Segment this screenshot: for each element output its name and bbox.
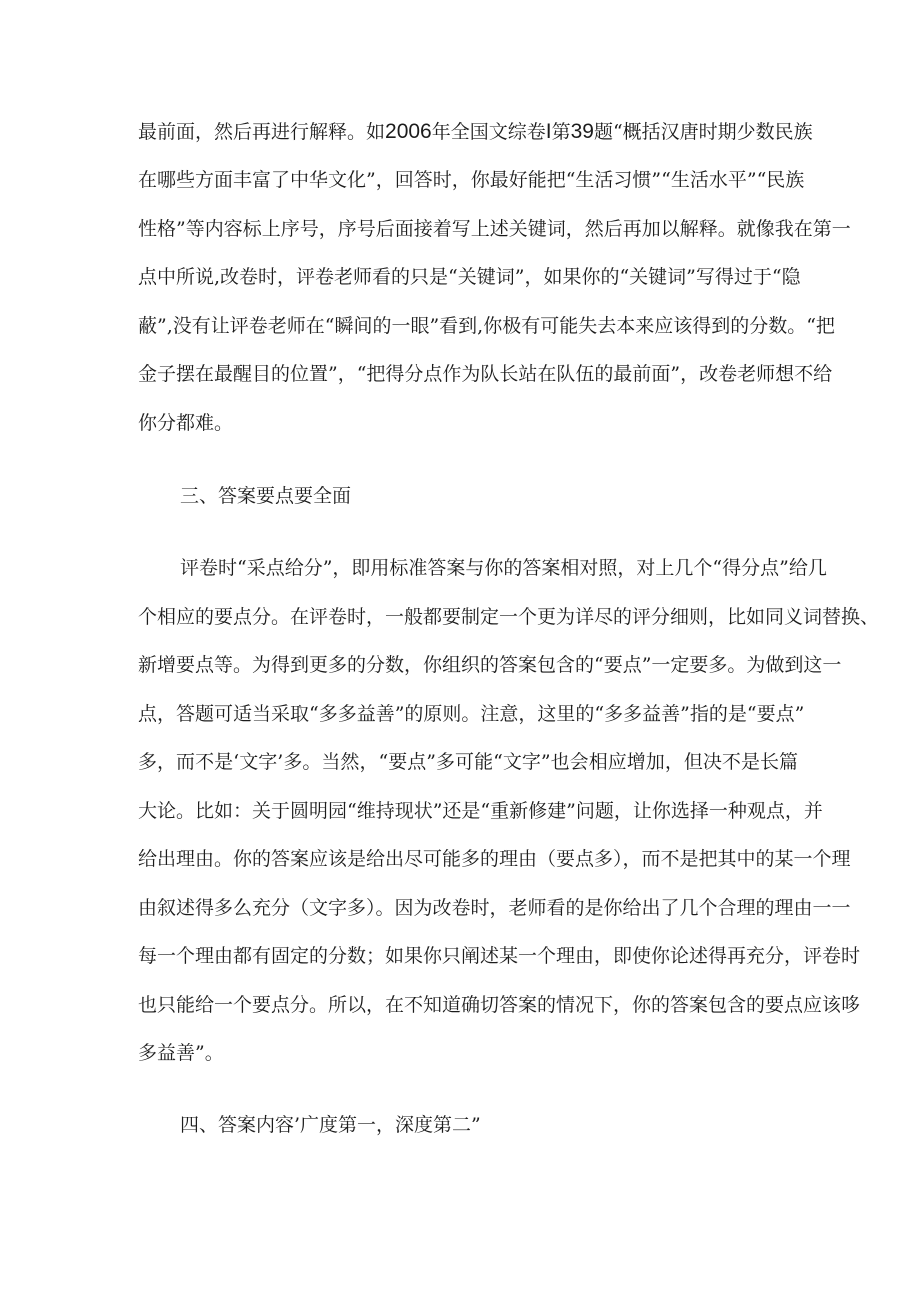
paragraph-2-line-8: 由叙述得多么充分（文字多）。因为改卷时，老师看的是你给出了几个合理的理由一一	[138, 897, 851, 919]
paragraph-2-line-7: 给出理由。你的答案应该是给出尽可能多的理由（要点多），而不是把其中的某一个理	[138, 848, 851, 870]
paragraph-2-line-1: 评卷时“采点给分”，即用标准答案与你的答案相对照，对上几个“得分点”给几	[180, 557, 827, 579]
paragraph-1-line-6: 金子摆在最醒目的位置”，“把得分点作为队长站在队伍的最前面”，改卷老师想不给	[138, 363, 833, 385]
paragraph-2-line-5: 多，而不是‘文字’多。当然，“要点”多可能“文字”也会相应增加，但决不是长篇	[138, 751, 798, 773]
paragraph-2-line-4: 点，答题可适当采取“多多益善”的原则。注意，这里的“多多益善”指的是“要点”	[138, 703, 805, 725]
paragraph-1-line-4: 点中所说,改卷时，评卷老师看的只是“关键词”，如果你的“关键词”写得过于“隐	[138, 266, 801, 288]
paragraph-2-line-9: 每一个理由都有固定的分数；如果你只阐述某一个理由，即使你论述得再充分，评卷时	[138, 945, 861, 967]
paragraph-2-line-11: 多益善”。	[138, 1042, 224, 1064]
paragraph-1-line-3: 性格”等内容标上序号，序号后面接着写上述关键词，然后再加以解释。就像我在第一	[138, 218, 851, 240]
paragraph-1-line-5: 蔽”,没有让评卷老师在“瞬间的一眼”看到,你极有可能失去本来应该得到的分数。“把	[138, 315, 835, 337]
section-heading-4: 四、答案内容’广度第一，深度第二”	[180, 1114, 481, 1136]
section-heading-3: 三、答案要点要全面	[180, 485, 352, 507]
paragraph-2-line-6: 大论。比如：关于圆明园“维持现状”还是“重新修建”问题，让你选择一种观点，并	[138, 800, 823, 822]
paragraph-2-line-2: 个相应的要点分。在评卷时，一般都要制定一个更为详尽的评分细则，比如同义词替换、	[138, 606, 880, 628]
paragraph-1-line-7: 你分都难。	[138, 412, 234, 434]
paragraph-2-line-10: 也只能给一个要点分。所以，在不知道确切答案的情况下，你的答案包含的要点应该哆	[138, 994, 861, 1016]
paragraph-1-line-1: 最前面，然后再进行解释。如2006年全国文综卷I第39题“概括汉唐时期少数民族	[138, 120, 813, 143]
paragraph-1-line-2: 在哪些方面丰富了中华文化”，回答时，你最好能把“生活习惯”“生活水平”“民族	[138, 169, 805, 191]
paragraph-2-line-3: 新增要点等。为得到更多的分数，你组织的答案包含的“要点”一定要多。为做到这一	[138, 654, 842, 676]
